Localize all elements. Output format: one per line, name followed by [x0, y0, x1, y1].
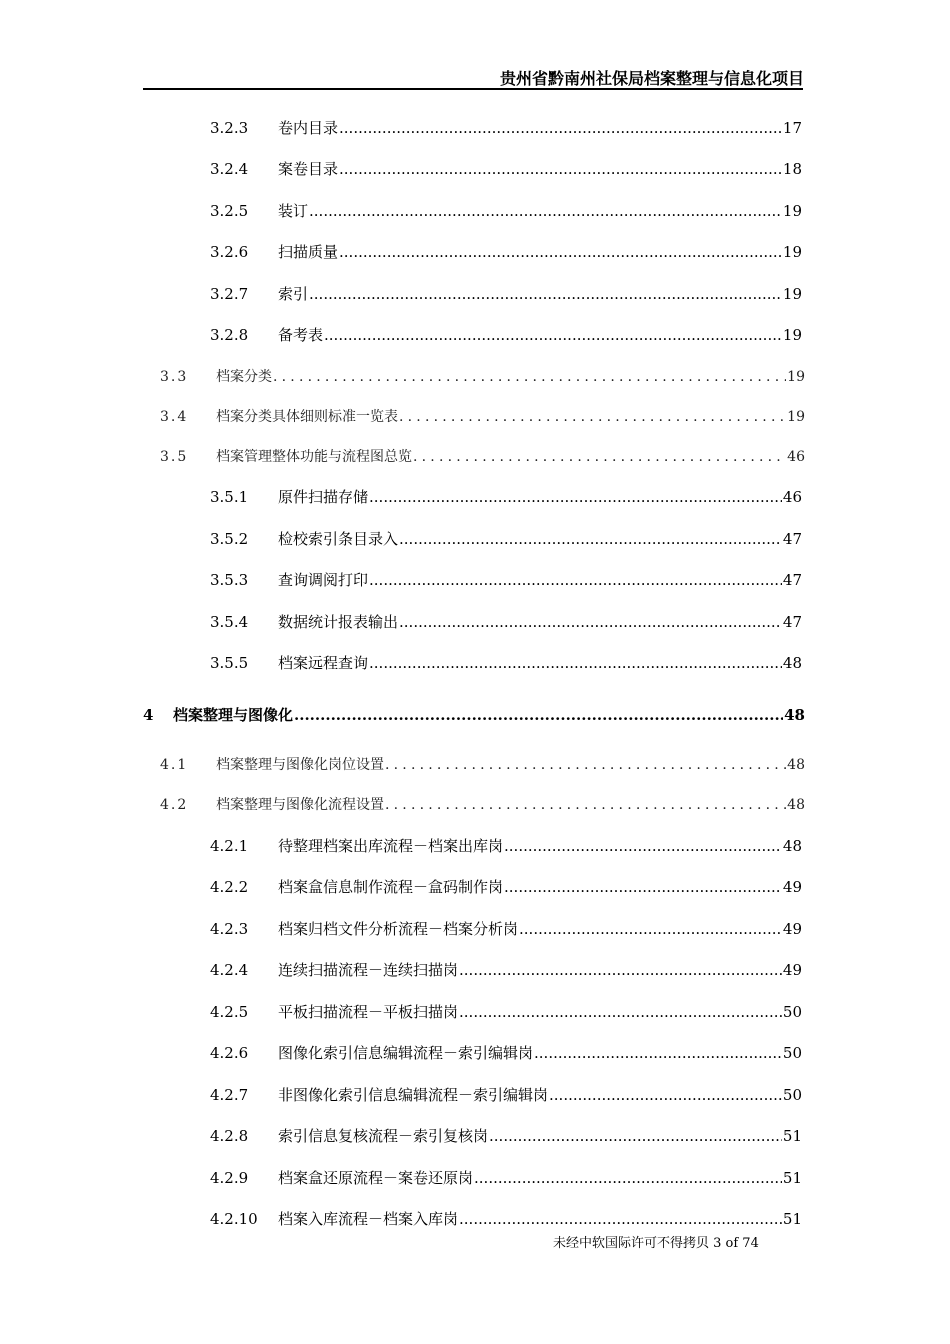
- toc-entry-number: 3.2.3: [210, 119, 249, 137]
- page-header-title: 贵州省黔南州社保局档案整理与信息化项目: [499, 69, 804, 88]
- toc-entry-page: 17: [782, 119, 802, 137]
- toc-entry-page: 47: [782, 613, 802, 631]
- toc-entry-title: 扫描质量: [278, 243, 339, 261]
- toc-entry[interactable]: [160, 406, 805, 426]
- toc-entry-number: 4.2.9: [210, 1169, 249, 1187]
- toc-entry-page: 48: [784, 706, 805, 724]
- toc-entry[interactable]: [210, 117, 802, 138]
- toc-dot-leader: [339, 243, 782, 261]
- toc-entry-page: 49: [782, 961, 802, 979]
- toc-dot-leader: [385, 757, 786, 773]
- toc-entry-title: 原件扫描存储: [278, 488, 369, 506]
- toc-entry-title: 索引: [278, 285, 309, 303]
- toc-entry-number: 3.5.3: [210, 571, 249, 589]
- toc-entry-title: 数据统计报表输出: [278, 613, 399, 631]
- toc-entry[interactable]: [210, 1001, 802, 1022]
- toc-entry[interactable]: [160, 754, 805, 774]
- toc-entry[interactable]: [210, 283, 802, 304]
- toc-entry-number: 3.4: [160, 409, 189, 425]
- toc-entry-number: 3.2.4: [210, 160, 249, 178]
- toc-entry-title: 卷内目录: [278, 119, 339, 137]
- toc-dot-leader: [459, 961, 782, 979]
- toc-dot-leader: [489, 1127, 782, 1145]
- toc-entry[interactable]: [143, 704, 805, 725]
- toc-dot-leader: [399, 530, 782, 548]
- toc-entry-page: 19: [782, 202, 802, 220]
- toc-entry[interactable]: [210, 324, 802, 345]
- toc-entry-number: 4.2.4: [210, 961, 249, 979]
- toc-entry-page: 46: [782, 488, 802, 506]
- toc-entry-title: 档案盒还原流程－案卷还原岗: [278, 1169, 474, 1187]
- toc-entry[interactable]: [210, 652, 802, 673]
- toc-dot-leader: [399, 409, 786, 425]
- toc-dot-leader: [504, 837, 782, 855]
- toc-entry-number: 4.2.2: [210, 878, 249, 896]
- toc-entry-number: 4.2.6: [210, 1044, 249, 1062]
- toc-dot-leader: [519, 920, 782, 938]
- toc-entry-title: 图像化索引信息编辑流程－索引编辑岗: [278, 1044, 534, 1062]
- toc-entry-number: 4: [143, 706, 154, 724]
- toc-entry-number: 4.2.7: [210, 1086, 249, 1104]
- toc-entry-page: 49: [782, 878, 802, 896]
- toc-entry[interactable]: [210, 1208, 802, 1229]
- toc-entry[interactable]: [210, 158, 802, 179]
- toc-entry-number: 3.2.6: [210, 243, 249, 261]
- toc-dot-leader: [294, 706, 783, 724]
- toc-entry-page: 48: [782, 837, 802, 855]
- toc-entry-title: 档案入库流程－档案入库岗: [278, 1210, 459, 1228]
- toc-entry-title: 档案整理与图像化流程设置: [216, 797, 384, 813]
- toc-entry-title: 档案分类: [216, 369, 272, 385]
- toc-entry-number: 3.5: [160, 449, 189, 465]
- toc-entry-number: 3.3: [160, 369, 189, 385]
- toc-entry[interactable]: [210, 569, 802, 590]
- toc-entry-page: 51: [782, 1169, 802, 1187]
- toc-dot-leader: [369, 654, 782, 672]
- toc-entry-title: 档案整理与图像化岗位设置: [216, 757, 384, 773]
- toc-entry[interactable]: [210, 959, 802, 980]
- toc-entry-page: 47: [782, 571, 802, 589]
- toc-dot-leader: [339, 119, 782, 137]
- toc-entry[interactable]: [210, 1125, 802, 1146]
- toc-dot-leader: [309, 202, 782, 220]
- toc-entry-page: 46: [787, 449, 805, 465]
- toc-entry-number: 3.5.1: [210, 488, 249, 506]
- toc-entry[interactable]: [210, 876, 802, 897]
- toc-entry[interactable]: [210, 918, 802, 939]
- toc-dot-leader: [459, 1210, 782, 1228]
- toc-entry-title: 备考表: [278, 326, 324, 344]
- toc-dot-leader: [504, 878, 782, 896]
- toc-entry-number: 4.2.1: [210, 837, 249, 855]
- toc-entry-page: 19: [787, 409, 805, 425]
- toc-entry-title: 索引信息复核流程－索引复核岗: [278, 1127, 489, 1145]
- toc-dot-leader: [339, 160, 782, 178]
- toc-entry[interactable]: [160, 794, 805, 814]
- toc-dot-leader: [369, 488, 782, 506]
- toc-entry-number: 3.5.2: [210, 530, 249, 548]
- toc-entry-page: 50: [782, 1086, 802, 1104]
- toc-entry-page: 48: [782, 654, 802, 672]
- toc-entry-title: 查询调阅打印: [278, 571, 369, 589]
- toc-entry-title: 档案远程查询: [278, 654, 369, 672]
- toc-entry-number: 4.1: [160, 757, 189, 773]
- toc-entry[interactable]: [160, 446, 805, 466]
- toc-entry-title: 档案管理整体功能与流程图总览: [216, 449, 412, 465]
- toc-dot-leader: [309, 285, 782, 303]
- toc-dot-leader: [273, 369, 786, 385]
- toc-dot-leader: [385, 797, 786, 813]
- toc-entry[interactable]: [210, 1042, 802, 1063]
- toc-entry-number: 4.2.3: [210, 920, 249, 938]
- toc-dot-leader: [324, 326, 782, 344]
- toc-entry-number: 3.5.5: [210, 654, 249, 672]
- header-rule: [143, 88, 803, 90]
- toc-entry-page: 19: [787, 369, 805, 385]
- toc-entry-page: 47: [782, 530, 802, 548]
- toc-entry-title: 档案分类具体细则标准一览表: [216, 409, 398, 425]
- toc-entry-number: 3.2.8: [210, 326, 249, 344]
- toc-entry-number: 4.2.5: [210, 1003, 249, 1021]
- toc-entry-title: 档案归档文件分析流程－档案分析岗: [278, 920, 519, 938]
- toc-entry-title: 连续扫描流程－连续扫描岗: [278, 961, 459, 979]
- toc-dot-leader: [549, 1086, 782, 1104]
- toc-entry-number: 3.5.4: [210, 613, 249, 631]
- toc-entry-title: 检校索引条目录入: [278, 530, 399, 548]
- toc-dot-leader: [459, 1003, 782, 1021]
- toc-entry-title: 档案整理与图像化: [173, 706, 294, 724]
- toc-dot-leader: [474, 1169, 782, 1187]
- toc-entry[interactable]: [210, 611, 802, 632]
- toc-entry-page: 51: [782, 1127, 802, 1145]
- toc-entry-title: 待整理档案出库流程－档案出库岗: [278, 837, 504, 855]
- toc-entry-page: 51: [782, 1210, 802, 1228]
- toc-entry[interactable]: [210, 835, 802, 856]
- toc-entry-page: 19: [782, 326, 802, 344]
- toc-entry-number: 4.2.8: [210, 1127, 249, 1145]
- toc-entry-title: 非图像化索引信息编辑流程－索引编辑岗: [278, 1086, 549, 1104]
- toc-entry-title: 平板扫描流程－平板扫描岗: [278, 1003, 459, 1021]
- toc-entry-title: 装订: [278, 202, 309, 220]
- toc-entry[interactable]: [210, 486, 802, 507]
- toc-entry[interactable]: [210, 1167, 802, 1188]
- toc-entry[interactable]: [160, 366, 805, 386]
- toc-dot-leader: [369, 571, 782, 589]
- toc-entry-page: 50: [782, 1003, 802, 1021]
- toc-entry-title: 档案盒信息制作流程－盒码制作岗: [278, 878, 504, 896]
- toc-entry-number: 4.2: [160, 797, 189, 813]
- toc-entry[interactable]: [210, 200, 802, 221]
- toc-entry-page: 19: [782, 285, 802, 303]
- toc-entry[interactable]: [210, 1084, 802, 1105]
- toc-entry[interactable]: [210, 528, 802, 549]
- toc-entry-page: 48: [787, 797, 805, 813]
- toc-entry-page: 48: [787, 757, 805, 773]
- page-footer: 未经中软国际许可不得拷贝 3 of 74: [553, 1236, 759, 1251]
- toc-entry-page: 49: [782, 920, 802, 938]
- toc-entry[interactable]: [210, 241, 802, 262]
- toc-entry-title: 案卷目录: [278, 160, 339, 178]
- toc-dot-leader: [413, 449, 786, 465]
- toc-entry-page: 50: [782, 1044, 802, 1062]
- toc-entry-page: 19: [782, 243, 802, 261]
- toc-entry-number: 3.2.7: [210, 285, 249, 303]
- toc-entry-page: 18: [782, 160, 802, 178]
- toc-entry-number: 4.2.10: [210, 1210, 258, 1228]
- toc-entry-number: 3.2.5: [210, 202, 249, 220]
- toc-dot-leader: [534, 1044, 782, 1062]
- toc-dot-leader: [399, 613, 782, 631]
